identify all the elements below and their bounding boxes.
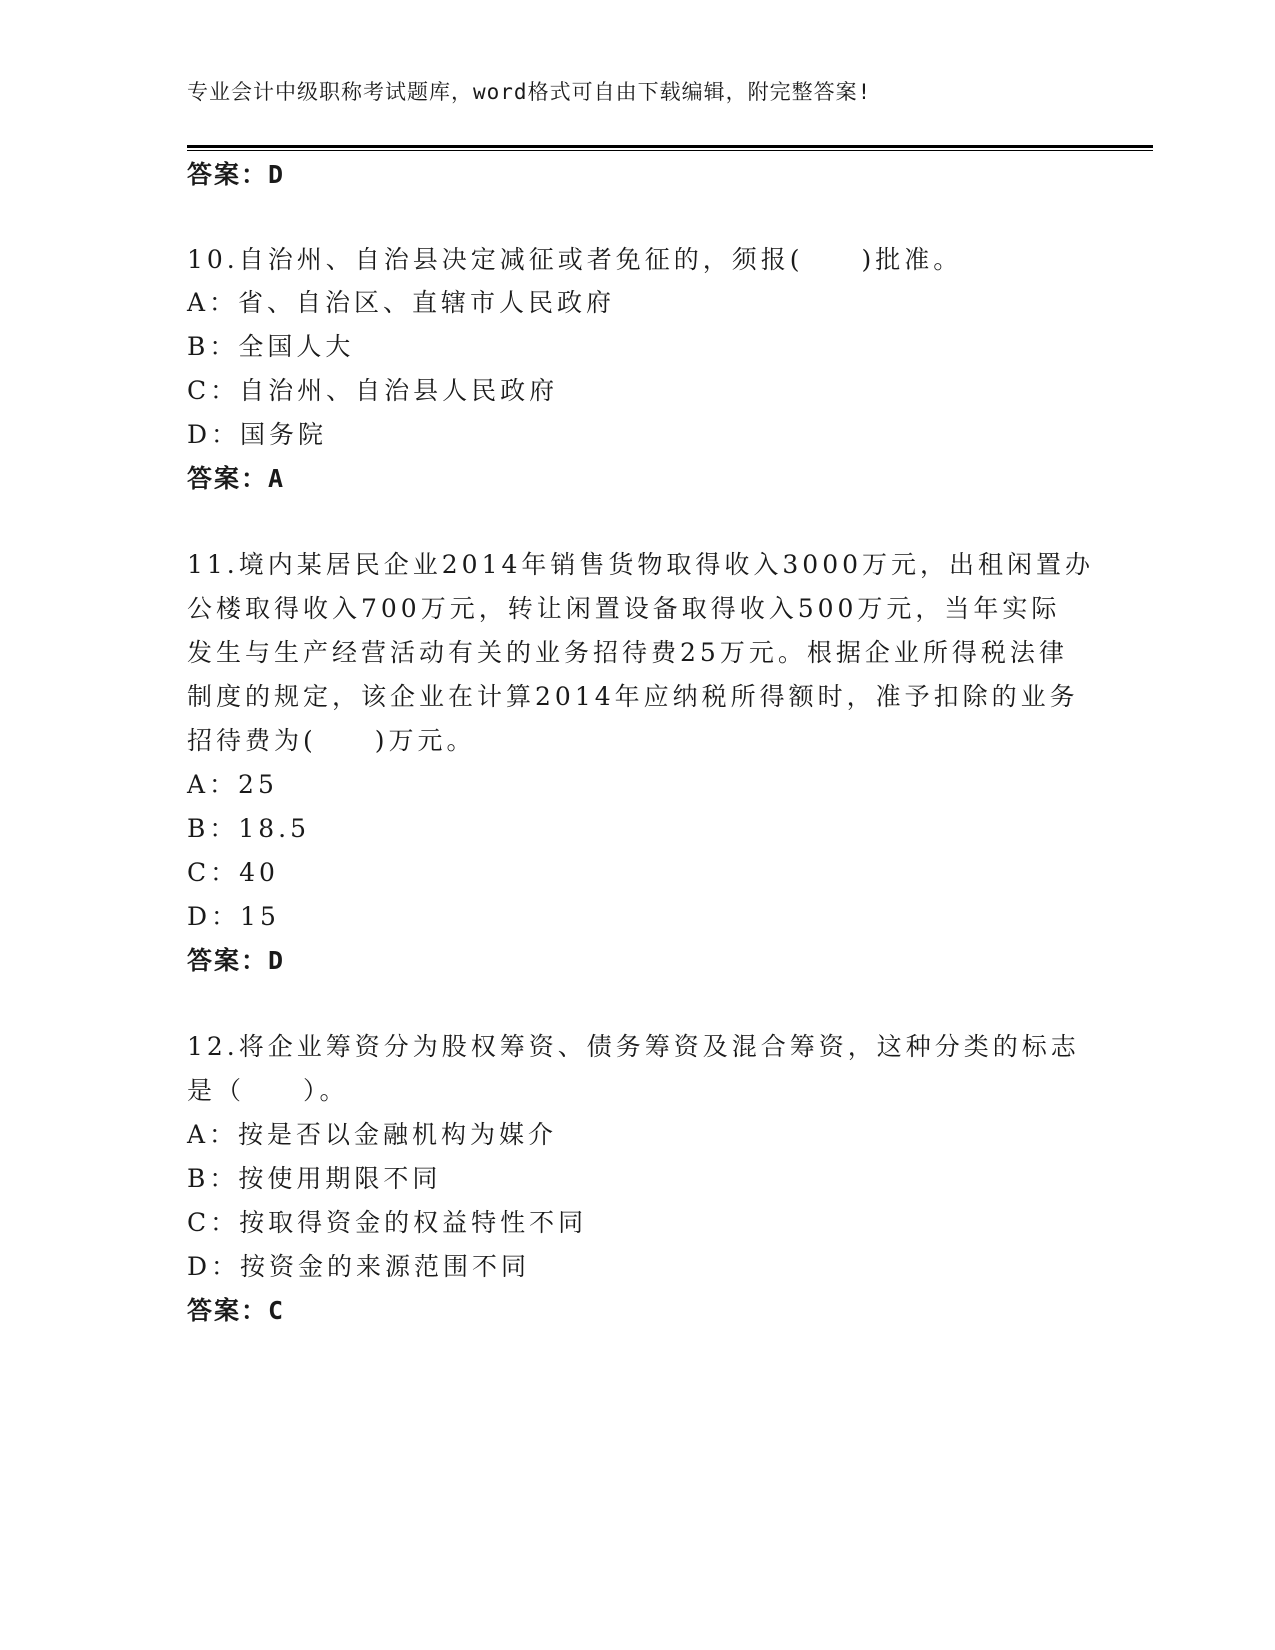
question-10-answer: 答案：A [187,464,286,493]
question-10-option-c: C：自治州、自治县人民政府 [187,376,559,405]
question-11-stem-line-5: 招待费为( )万元。 [187,726,476,755]
question-12-option-b: B：按使用期限不同 [187,1164,442,1193]
header-rule-thin [187,150,1153,151]
question-11-option-a: A：25 [187,770,278,799]
question-11-option-c: C：40 [187,858,279,887]
header-rule-thick [187,145,1153,148]
question-11-stem-line-4: 制度的规定，该企业在计算2014年应纳税所得额时，准予扣除的业务 [187,682,1079,711]
question-12-option-c: C：按取得资金的权益特性不同 [187,1208,588,1237]
question-11-option-b: B：18.5 [187,814,311,843]
question-11-option-d: D：15 [187,902,280,931]
question-10-option-d: D：国务院 [187,420,328,449]
question-11-answer: 答案：D [187,946,286,975]
question-11-stem-line-2: 公楼取得收入700万元，转让闲置设备取得收入500万元，当年实际 [187,594,1061,623]
question-12-option-d: D：按资金的来源范围不同 [187,1252,531,1281]
question-10-option-a: A：省、自治区、直辖市人民政府 [187,288,616,317]
question-11-stem-line-3: 发生与生产经营活动有关的业务招待费25万元。根据企业所得税法律 [187,638,1068,667]
question-11-stem-line-1: 11.境内某居民企业2014年销售货物取得收入3000万元，出租闲置办 [187,550,1095,579]
question-10-stem: 10.自治州、自治县决定减征或者免征的，须报( )批准。 [187,245,963,274]
question-12-answer: 答案：C [187,1296,286,1325]
page-header: 专业会计中级职称考试题库，word格式可自由下载编辑，附完整答案! [187,80,872,104]
question-10-option-b: B：全国人大 [187,332,355,361]
question-12-stem-line-1: 12.将企业筹资分为股权筹资、债务筹资及混合筹资，这种分类的标志 [187,1032,1080,1061]
answer-previous: 答案：D [187,160,286,189]
question-12-option-a: A：按是否以金融机构为媒介 [187,1120,558,1149]
question-12-stem-line-2: 是（ ）。 [187,1076,349,1105]
